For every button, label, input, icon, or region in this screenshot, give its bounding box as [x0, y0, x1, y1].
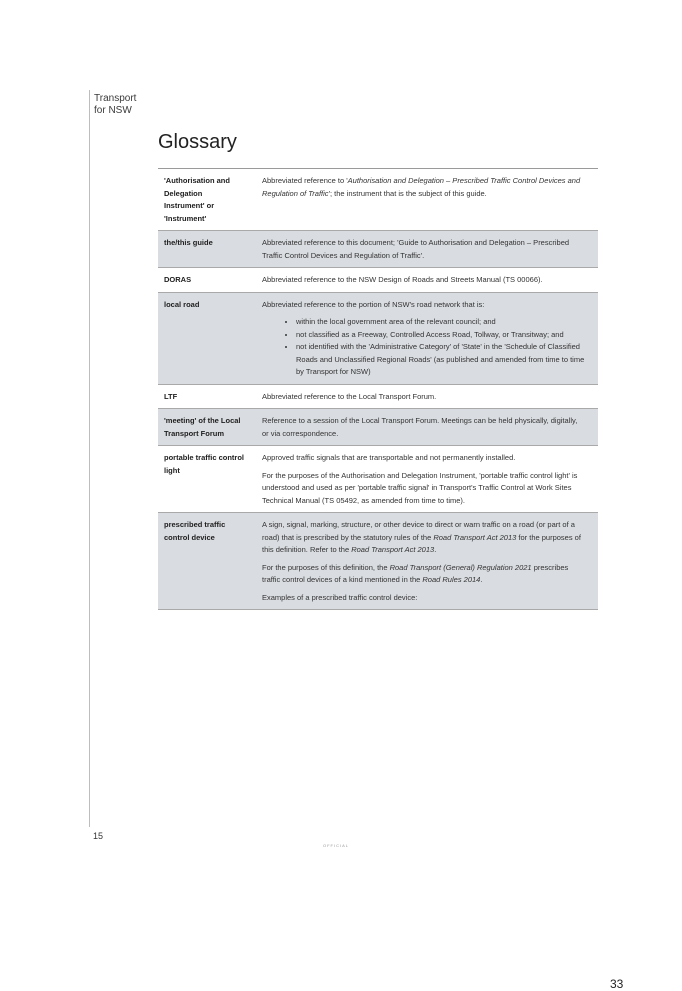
- glossary-term: DORAS: [164, 275, 192, 284]
- glossary-term: LTF: [164, 391, 178, 401]
- glossary-term: local road: [164, 299, 200, 309]
- glossary-table: [158, 168, 598, 610]
- glossary-row-local-road: [158, 293, 598, 385]
- glossary-term: prescribed traffic control device: [164, 520, 226, 542]
- page-number: 15: [93, 831, 104, 841]
- margin-rule: [89, 90, 90, 827]
- glossary-term: 'meeting' of the Local Transport Forum: [164, 416, 241, 438]
- glossary-row-guide: [158, 231, 598, 268]
- definition-paragraph: Approved traffic signals that are transportable and not permanently installed.: [262, 453, 516, 462]
- glossary-row-prescribed-device: [158, 513, 598, 610]
- definition-paragraph: A sign, signal, marking, structure, or other device to direct or warn traffic on a road (or part of a road) that is prescribed by the statutory rules of the Road Transport Act 2013 for the purposes of this definition. Refer to the Road Transport Act 2013.: [262, 520, 581, 554]
- definition-bullet-list: [262, 316, 586, 379]
- glossary-term: 'Authorisation and Delegation Instrument' or 'Instrument': [164, 176, 230, 223]
- transport-for-nsw-logo: [94, 93, 136, 117]
- glossary-row-portable-light: [158, 446, 598, 513]
- brand-line-1: Transport: [94, 93, 137, 104]
- definition-paragraph: Abbreviated reference to the Local Transport Forum.: [262, 391, 437, 401]
- glossary-row-ltf: [158, 385, 598, 410]
- glossary-definition: [250, 513, 598, 609]
- list-item: • not identified with the 'Administrative Category' of 'State' in the 'Schedule of Classified Roads and Unclassified Regional Roads' (as published and amended from time to time by Transport for NSW): [296, 341, 586, 379]
- glossary-row-instrument: [158, 169, 598, 231]
- definition-paragraph: Abbreviated reference to the NSW Design of Roads and Streets Manual (TS 00066).: [262, 275, 543, 284]
- glossary-definition: [250, 446, 598, 512]
- definition-paragraph: Abbreviated reference to the portion of NSW's road network that is:: [262, 299, 485, 309]
- definition-paragraph: Abbreviated reference to 'Authorisation and Delegation – Prescribed Traffic Control Devices and Regulation of Traffic'; the instrument that is the subject of this guide.: [262, 176, 581, 198]
- brand-line-2: for NSW: [94, 105, 132, 116]
- glossary-definition: [250, 409, 598, 445]
- glossary-term: portable traffic control light: [164, 453, 245, 475]
- glossary-term: the/this guide: [164, 238, 213, 247]
- glossary-definition: [250, 385, 598, 409]
- page-title: Glossary: [158, 131, 237, 153]
- glossary-definition: [250, 268, 598, 292]
- document-page-number: 33: [610, 977, 624, 991]
- glossary-definition: [250, 293, 598, 384]
- definition-paragraph: Abbreviated reference to this document; 'Guide to Authorisation and Delegation – Prescribed Traffic Control Devices and Regulation of Traffic'.: [262, 238, 570, 260]
- glossary-row-doras: [158, 268, 598, 293]
- definition-paragraph: Reference to a session of the Local Transport Forum. Meetings can be held physically, digitally, or via correspondence.: [262, 416, 578, 438]
- list-item: • not classified as a Freeway, Controlled Access Road, Tollway, or Transitway; and: [296, 329, 586, 342]
- definition-paragraph: Examples of a prescribed traffic control device:: [262, 592, 418, 602]
- classification-mark: OFFICIAL: [323, 843, 350, 848]
- glossary-row-meeting: [158, 409, 598, 446]
- definition-paragraph: For the purposes of the Authorisation and Delegation Instrument, 'portable traffic control light' is understood and used as per 'portable traffic signal' in Transport's Traffic Control at Work Sites Technical Manual (TS 05492, as amended from time to time).: [262, 470, 578, 505]
- glossary-definition: [250, 231, 598, 267]
- list-item: • within the local government area of the relevant council; and: [296, 316, 586, 329]
- definition-paragraph: For the purposes of this definition, the Road Transport (General) Regulation 2021 prescribes traffic control devices of a kind mentioned in the Road Rules 2014.: [262, 562, 569, 584]
- glossary-definition: [250, 169, 598, 230]
